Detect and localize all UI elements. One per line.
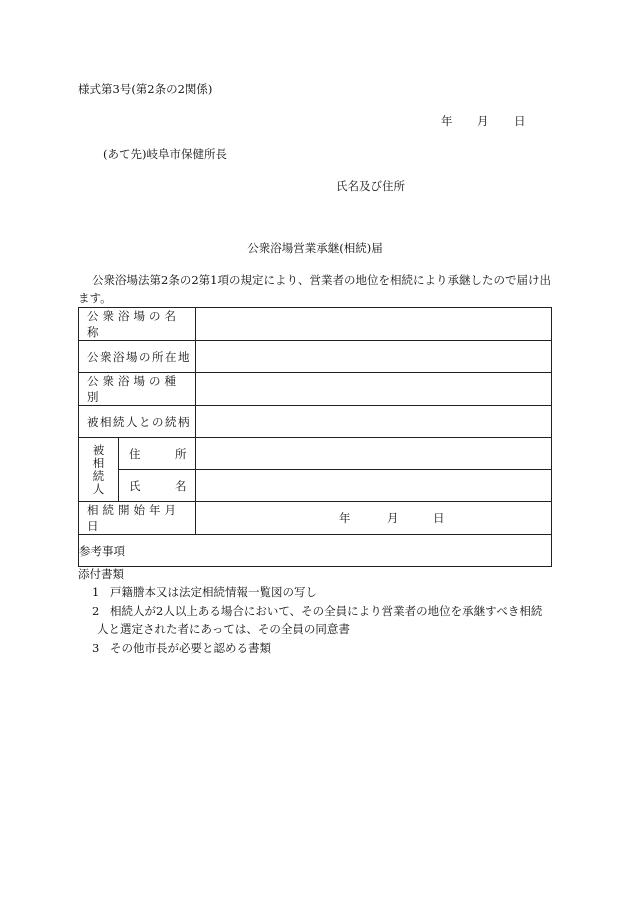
list-item [92, 640, 271, 656]
start-year-label: 年 [339, 511, 351, 525]
decedent-address-field[interactable] [196, 438, 552, 470]
list-item-continuation: 人と選定された者にあっては、その全員の同意書 [97, 622, 350, 636]
item-text: 戸籍謄本又は法定相続情報一覧図の写し [110, 585, 317, 599]
applicant-label: 氏名及び住所 [336, 179, 405, 193]
table-row [79, 406, 552, 438]
notes-label: 参考事項 [79, 543, 125, 558]
decedent-char: 被 [92, 442, 105, 457]
bath-location-field[interactable] [196, 341, 552, 373]
table-row [79, 341, 552, 373]
bath-name-label: 公衆浴場の名称 [79, 308, 196, 341]
attachments-heading: 添付書類 [78, 567, 124, 581]
start-month-label: 月 [387, 511, 399, 525]
table-row [79, 535, 552, 567]
item-number: 1 [92, 585, 100, 599]
item-text: 相続人が2人以上ある場合において、その全員により営業者の地位を承継すべき相続 [110, 604, 543, 618]
table-row [79, 308, 552, 341]
decedent-char: 相 [92, 455, 105, 470]
name-char-1: 氏 [129, 478, 141, 493]
decedent-address-label [119, 438, 196, 470]
document-title: 公衆浴場営業承継(相続)届 [247, 241, 383, 255]
item-number: 3 [92, 641, 100, 655]
relation-field[interactable] [196, 406, 552, 438]
decedent-name-field[interactable] [196, 470, 552, 502]
address-char-1: 住 [129, 446, 141, 461]
notification-form-table [78, 307, 552, 567]
item-text: その他市長が必要と認める書類 [110, 641, 271, 655]
list-item [92, 584, 317, 600]
item-number: 2 [92, 604, 100, 618]
decedent-char: 人 [92, 481, 105, 496]
table-row [79, 438, 552, 470]
table-row [79, 373, 552, 406]
address-char-2: 所 [175, 446, 187, 461]
start-day-label: 日 [433, 511, 445, 525]
bath-name-field[interactable] [196, 308, 552, 341]
relation-label: 被相続人との続柄 [79, 406, 196, 438]
form-number: 様式第3号(第2条の2関係) [78, 82, 213, 96]
inherit-start-label: 相続開始年月日 [79, 502, 196, 535]
table-row [79, 470, 552, 502]
date-month-label: 月 [477, 114, 489, 128]
submission-date [441, 113, 526, 129]
date-day-label: 日 [514, 114, 526, 128]
date-year-label: 年 [441, 114, 453, 128]
bath-location-label: 公衆浴場の所在地 [79, 341, 196, 373]
bath-type-field[interactable] [196, 373, 552, 406]
decedent-char: 続 [92, 468, 105, 483]
name-char-2: 名 [175, 478, 187, 493]
lead-text-line2: ます。 [78, 291, 112, 305]
inherit-start-date-field[interactable] [196, 502, 552, 535]
lead-text-line1: 公衆浴場法第2条の2第1項の規定により、営業者の地位を相続により承継したので届け出 [92, 273, 551, 287]
table-row [79, 502, 552, 535]
bath-type-label: 公衆浴場の種別 [79, 373, 196, 406]
addressee: (あて先)岐阜市保健所長 [103, 147, 227, 161]
decedent-name-label [119, 470, 196, 502]
notes-field[interactable] [79, 535, 552, 567]
decedent-label [79, 438, 119, 502]
list-item [92, 603, 542, 619]
